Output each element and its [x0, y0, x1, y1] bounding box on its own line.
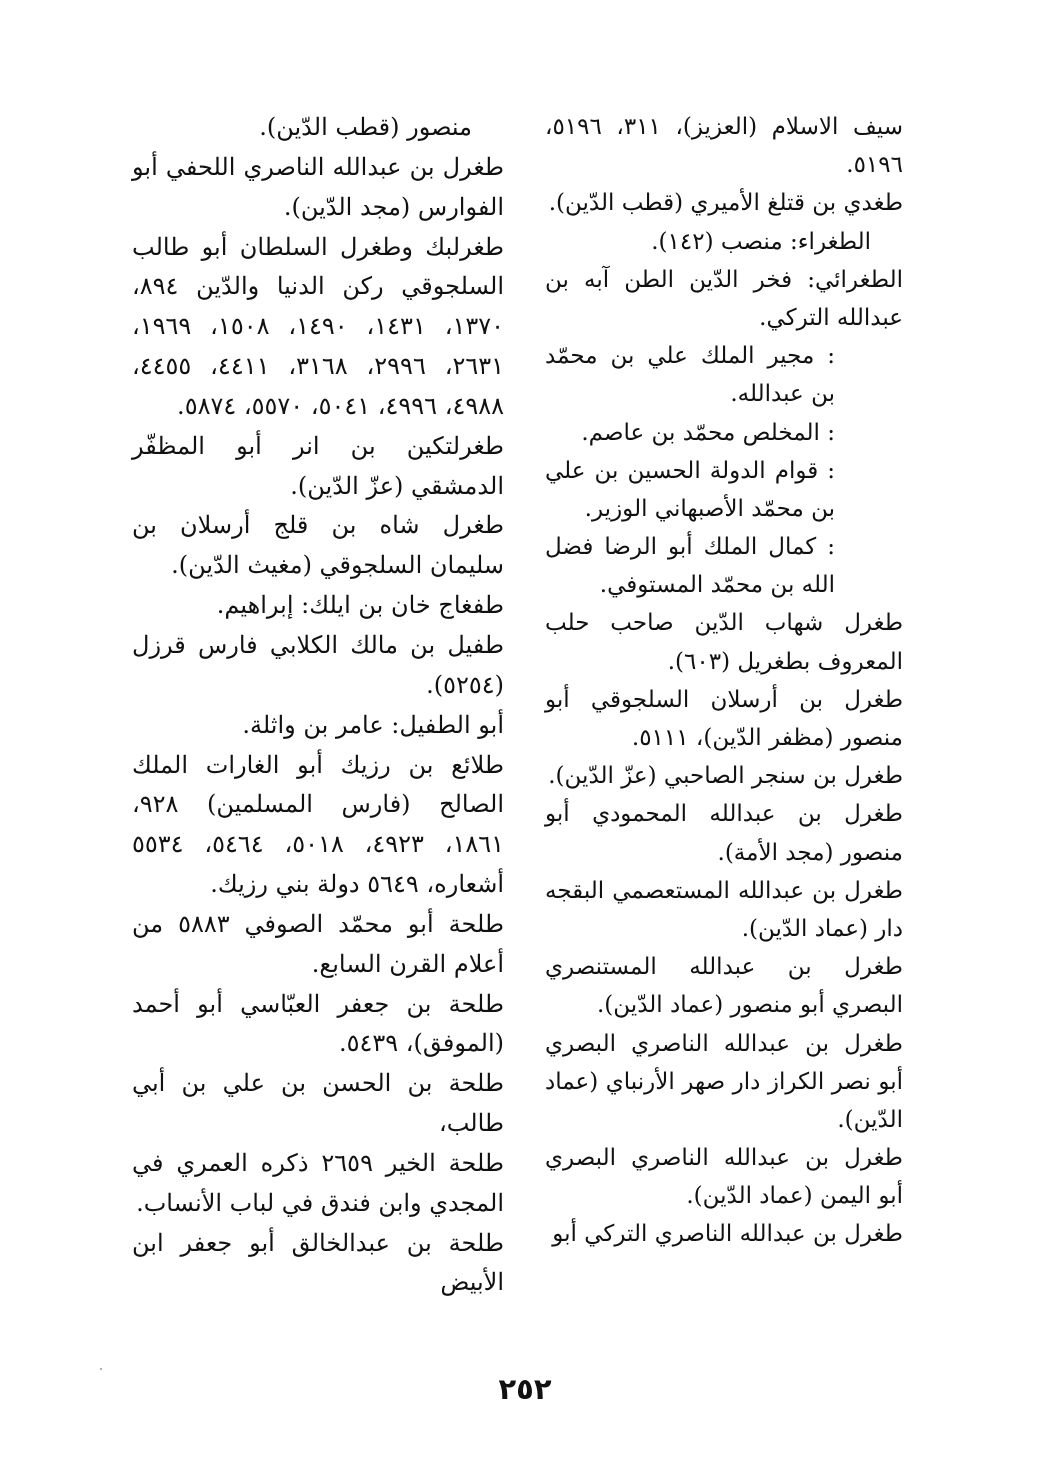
print-speck: [100, 1368, 102, 1370]
index-entry: الطغراء: منصب (١٤٢).: [651, 228, 871, 255]
index-entry: طغرلتكين بن انر أبو المظفّر الدمشقي (عزّ الدّين).: [132, 431, 504, 500]
index-entry: طلحة بن جعفر العبّاسي أبو أحمد (الموفق)، ٥٤٣٩.: [132, 989, 504, 1058]
index-entry: طغرل بن أرسلان السلجوقي أبو منصور (مظفر الدّين)، ٥١١١.: [545, 686, 903, 751]
index-entry: طغرلبك وطغرل السلطان أبو طالب السلجوقي ركن الدنيا والدّين ٨٩٤، ١٣٧٠، ١٤٣١، ١٤٩٠، ١٥٠٨، ١٩٦٩، ٢٦٣١، ٢٩٩٦، ٣١٦٨، ٤٤١١، ٤٤٥٥، ٤٩٨٨، ٤٩٩٦، ٥٠٤١، ٥٥٧٠، ٥٨٧٤.: [132, 232, 504, 420]
index-entry: طغرل بن عبدالله الناصري اللحفي أبو الفوارس (مجد الدّين).: [132, 152, 504, 221]
index-entry: طلحة الخير ٢٦٥٩ ذكره العمري في المجدي وابن فندق في لباب الأنساب.: [132, 1148, 504, 1217]
index-entry: طلحة أبو محمّد الصوفي ٥٨٨٣ من أعلام القرن السابع.: [132, 909, 504, 978]
index-entry: طغرل بن سنجر الصاحبي (عزّ الدّين).: [548, 763, 903, 790]
index-entry: طغرل بن عبدالله الناصري البصري أبو نصر الكراز دار صهر الأرنباي (عماد الدّين).: [545, 1030, 903, 1133]
index-entry: طغرل بن عبدالله الناصري التركي أبو: [552, 1221, 903, 1248]
index-entry: سيف الاسلام (العزيز)، ٣١١، ٥١٩٦، ٥١٩٦.: [545, 114, 903, 179]
index-entry: طغرل بن عبدالله الناصري البصري أبو اليمن (عماد الدّين).: [545, 1145, 903, 1210]
index-entry: : مجير الملك علي بن محمّد بن عبدالله.: [545, 343, 835, 408]
index-column-right: [545, 108, 903, 1254]
index-entry: طغدي بن قتلغ الأميري (قطب الدّين).: [548, 190, 903, 217]
index-entry: طلائع بن رزيك أبو الغارات الملك الصالح (فارس المسلمين) ٩٢٨، ١٨٦١، ٤٩٢٣، ٥٠١٨، ٥٤٦٤، ٥٥٣٤ أشعاره، ٥٦٤٩ دولة بني رزيك.: [132, 750, 504, 899]
index-entry: طلحة بن عبدالخالق أبو جعفر ابن الأبيض: [132, 1228, 504, 1297]
index-entry: : كمال الملك أبو الرضا فضل الله بن محمّد المستوفي.: [545, 534, 835, 599]
index-entry: طلحة بن الحسن بن علي بن أبي طالب،: [132, 1069, 504, 1138]
index-entry: طغرل بن عبدالله المحمودي أبو منصور (مجد الأمة).: [545, 801, 903, 866]
index-entry: منصور (قطب الدّين).: [259, 113, 472, 141]
index-column-left: [132, 108, 504, 1303]
index-entry: طغرل شهاب الدّين صاحب حلب المعروف بطغريل (٦٠٣).: [545, 610, 903, 675]
index-entry: طفغاج خان بن ايلك: إبراهيم.: [216, 591, 504, 620]
page-number: ٢٥٢: [498, 1372, 552, 1406]
index-entry: أبو الطفيل: عامر بن واثلة.: [242, 710, 504, 739]
index-entry: طغرل بن عبدالله المستعصمي البقجه دار (عماد الدّين).: [545, 877, 903, 942]
index-entry: : قوام الدولة الحسين بن علي بن محمّد الأصبهاني الوزير.: [545, 457, 835, 522]
index-entry: الطغرائي: فخر الدّين الطن آبه بن عبدالله التركي.: [545, 266, 903, 331]
index-entry: طغرل بن عبدالله المستنصري البصري أبو منصور (عماد الدّين).: [545, 954, 903, 1019]
index-entry: طفيل بن مالك الكلابي فارس قرزل (٥٢٥٤).: [132, 630, 504, 699]
index-entry: : المخلص محمّد بن عاصم.: [581, 419, 835, 446]
index-entry: طغرل شاه بن قلج أرسلان بن سليمان السلجوقي (مغيث الدّين).: [132, 511, 504, 580]
